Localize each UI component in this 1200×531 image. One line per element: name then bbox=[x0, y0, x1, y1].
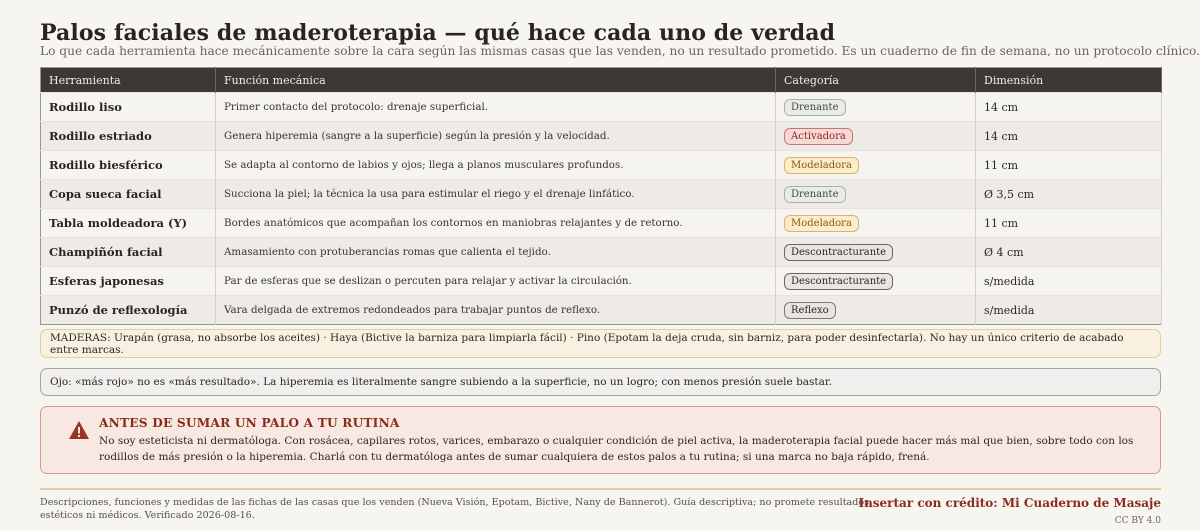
tool-name: Champiñón facial bbox=[41, 238, 216, 267]
category-badge: Drenante bbox=[784, 186, 846, 203]
footer-license: CC BY 4.0 bbox=[1114, 516, 1161, 526]
tool-dimension: 14 cm bbox=[976, 122, 1162, 151]
category-badge: Drenante bbox=[784, 99, 846, 116]
table-row bbox=[41, 267, 1162, 296]
warning-box bbox=[40, 406, 1161, 474]
tool-category-cell bbox=[776, 296, 976, 325]
tool-function: Primer contacto del protocolo: drenaje superficial. bbox=[216, 93, 776, 122]
column-header-category: Categoría bbox=[776, 68, 976, 93]
table-row bbox=[41, 122, 1162, 151]
footer-credit: Insertar con crédito: Mi Cuaderno de Masaje bbox=[858, 496, 1161, 510]
table-row bbox=[41, 180, 1162, 209]
tool-dimension: s/medida bbox=[976, 267, 1162, 296]
redness-note bbox=[40, 368, 1161, 396]
redness-note-text: Ojo: «más rojo» no es «más resultado». La hiperemia es literalmente sangre subiendo a la superficie, no un logro; con menos presión suele bastar. bbox=[50, 376, 833, 388]
tool-function: Bordes anatómicos que acompañan los contornos en maniobras relajantes y de retorno. bbox=[216, 209, 776, 238]
tool-category-cell bbox=[776, 151, 976, 180]
tool-function: Succiona la piel; la técnica la usa para estimular el riego y el drenaje linfático. bbox=[216, 180, 776, 209]
woods-note-text: MADERAS: Urapán (grasa, no absorbe los aceites) · Haya (Bictive la barniza para limpiarla fácil) · Pino (Epotam la deja cruda, sin barniz, para poder desinfectarla). No hay un único criterio de acabado entre marcas. bbox=[50, 331, 1124, 356]
category-badge: Modeladora bbox=[784, 157, 859, 174]
tool-category-cell bbox=[776, 93, 976, 122]
tool-name: Tabla moldeadora (Y) bbox=[41, 209, 216, 238]
page-title: Palos faciales de maderoterapia — qué hace cada uno de verdad bbox=[40, 20, 836, 46]
tool-function: Amasamiento con protuberancias romas que calienta el tejido. bbox=[216, 238, 776, 267]
tool-dimension: Ø 4 cm bbox=[976, 238, 1162, 267]
table-body bbox=[41, 93, 1162, 325]
tool-dimension: 11 cm bbox=[976, 151, 1162, 180]
tool-category-cell bbox=[776, 180, 976, 209]
tool-function: Par de esferas que se deslizan o percuten para relajar y activar la circulación. bbox=[216, 267, 776, 296]
category-badge: Descontracturante bbox=[784, 273, 893, 290]
tool-dimension: Ø 3,5 cm bbox=[976, 180, 1162, 209]
tool-dimension: s/medida bbox=[976, 296, 1162, 325]
page-subtitle: Lo que cada herramienta hace mecánicamente sobre la cara según las mismas casas que las venden, no un resultado prometido. Es un cuaderno de fin de semana, no un protocolo clínico. bbox=[40, 44, 1200, 58]
warning-text: No soy esteticista ni dermatóloga. Con rosácea, capilares rotos, varices, embarazo o cualquier condición de piel activa, la maderoterapia facial puede hacer más mal que bien, sobre todo con los rodillos de más presión o la hiperemia. Charlá con tu dermatóloga antes de sumar cualquiera de estos palos a tu rutina; si una marca no baja rápido, frená. bbox=[99, 435, 1134, 463]
tool-function: Genera hiperemia (sangre a la superficie) según la presión y la velocidad. bbox=[216, 122, 776, 151]
table-row bbox=[41, 296, 1162, 325]
column-header-tool: Herramienta bbox=[41, 68, 216, 93]
tool-name: Rodillo liso bbox=[41, 93, 216, 122]
tool-name: Rodillo biesférico bbox=[41, 151, 216, 180]
table-row bbox=[41, 209, 1162, 238]
footer-divider bbox=[40, 488, 1161, 490]
tools-table bbox=[40, 67, 1162, 325]
tool-dimension: 14 cm bbox=[976, 93, 1162, 122]
tool-function: Vara delgada de extremos redondeados para trabajar puntos de reflexo. bbox=[216, 296, 776, 325]
column-header-dimension: Dimensión bbox=[976, 68, 1162, 93]
table-header-row bbox=[41, 68, 1162, 93]
tool-name: Rodillo estriado bbox=[41, 122, 216, 151]
page bbox=[40, 20, 1200, 526]
warning-icon bbox=[68, 420, 90, 444]
woods-note bbox=[40, 329, 1161, 358]
tool-name: Punzó de reflexología bbox=[41, 296, 216, 325]
tool-category-cell bbox=[776, 122, 976, 151]
tool-name: Copa sueca facial bbox=[41, 180, 216, 209]
category-badge: Descontracturante bbox=[784, 244, 893, 261]
tool-category-cell bbox=[776, 238, 976, 267]
tool-dimension: 11 cm bbox=[976, 209, 1162, 238]
tool-category-cell bbox=[776, 267, 976, 296]
tool-name: Esferas japonesas bbox=[41, 267, 216, 296]
column-header-function: Función mecánica bbox=[216, 68, 776, 93]
warning-title: ANTES DE SUMAR UN PALO A TU RUTINA bbox=[99, 416, 400, 430]
category-badge: Modeladora bbox=[784, 215, 859, 232]
tool-category-cell bbox=[776, 209, 976, 238]
category-badge: Activadora bbox=[784, 128, 853, 145]
category-badge: Reflexo bbox=[784, 302, 836, 319]
table-row bbox=[41, 93, 1162, 122]
table-row bbox=[41, 151, 1162, 180]
tool-function: Se adapta al contorno de labios y ojos; llega a planos musculares profundos. bbox=[216, 151, 776, 180]
footer-sources: Descripciones, funciones y medidas de las fichas de las casas que los venden (Nueva Visión, Epotam, Bictive, Nany de Bannerot). Guía descriptiva; no promete resultados estéticos ni médicos. Verificado 2026-08-16. bbox=[40, 497, 870, 521]
table-row bbox=[41, 238, 1162, 267]
